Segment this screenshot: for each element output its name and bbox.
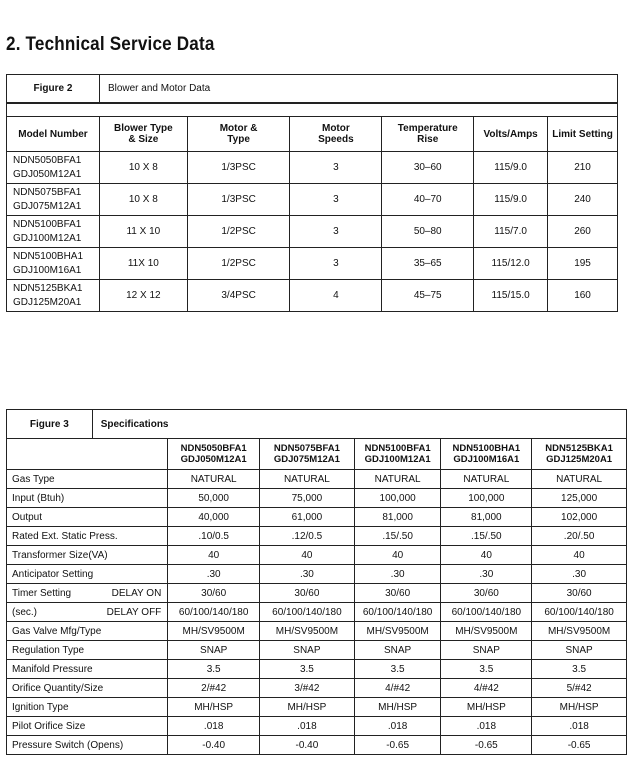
spec-label-cell bbox=[7, 641, 168, 660]
volts-cell: 115/12.0 bbox=[474, 248, 548, 280]
model-number-primary: NDN5075BFA1 bbox=[13, 186, 82, 198]
spec-value-cell: .018 bbox=[354, 717, 441, 736]
spec-value-cell: 100,000 bbox=[354, 489, 441, 508]
spec-label: Timer Setting bbox=[12, 587, 72, 599]
blower-motor-table bbox=[6, 74, 618, 312]
blower-cell: 10 X 8 bbox=[99, 152, 187, 184]
spec-value-cell: 60/100/140/180 bbox=[441, 603, 532, 622]
table-row bbox=[7, 717, 627, 736]
model-column-header bbox=[441, 439, 532, 470]
spec-value-cell: .018 bbox=[532, 717, 627, 736]
spec-value-cell: 40 bbox=[168, 546, 260, 565]
table-header-row bbox=[7, 439, 627, 470]
column-header: Model Number bbox=[7, 117, 100, 152]
spec-value-cell: 30/60 bbox=[532, 584, 627, 603]
spec-label: Ignition Type bbox=[12, 701, 69, 713]
spec-value-cell: .15/.50 bbox=[441, 527, 532, 546]
model-column-header bbox=[260, 439, 355, 470]
spec-value-cell: 60/100/140/180 bbox=[260, 603, 355, 622]
spec-label: Anticipator Setting bbox=[12, 568, 94, 580]
table-row bbox=[7, 184, 618, 216]
spec-value-cell: 81,000 bbox=[354, 508, 441, 527]
model-number-cell bbox=[7, 184, 100, 216]
temp-cell: 40–70 bbox=[382, 184, 474, 216]
spec-value-cell: 3/#42 bbox=[260, 679, 355, 698]
speeds-cell: 3 bbox=[290, 248, 382, 280]
motor-cell: 1/3PSC bbox=[187, 184, 290, 216]
spec-value-cell: NATURAL bbox=[441, 470, 532, 489]
model-number-secondary: GDJ100M12A1 bbox=[364, 454, 431, 465]
spec-label: Orifice Quantity/Size bbox=[12, 682, 104, 694]
spec-value-cell: 40 bbox=[354, 546, 441, 565]
spec-sub-label: DELAY ON bbox=[111, 587, 162, 599]
model-number-primary: NDN5125BKA1 bbox=[13, 282, 83, 294]
table-row bbox=[7, 622, 627, 641]
model-number-primary: NDN5050BFA1 bbox=[13, 154, 82, 166]
spec-value-cell: 81,000 bbox=[441, 508, 532, 527]
spec-label: Regulation Type bbox=[12, 644, 85, 656]
model-number-primary: NDN5050BFA1 bbox=[180, 443, 247, 454]
model-number-secondary: GDJ075M12A1 bbox=[273, 454, 340, 465]
spec-value-cell: 40,000 bbox=[168, 508, 260, 527]
spec-value-cell: .12/0.5 bbox=[260, 527, 355, 546]
spec-value-cell: MH/SV9500M bbox=[441, 622, 532, 641]
blower-cell: 11 X 10 bbox=[99, 216, 187, 248]
spec-label-cell bbox=[7, 489, 168, 508]
column-header: Volts/Amps bbox=[474, 117, 548, 152]
model-column-header bbox=[354, 439, 441, 470]
spec-value-cell: SNAP bbox=[354, 641, 441, 660]
spec-value-cell: 3.5 bbox=[441, 660, 532, 679]
table-row bbox=[7, 660, 627, 679]
spec-value-cell: .30 bbox=[168, 565, 260, 584]
spec-value-cell: MH/HSP bbox=[168, 698, 260, 717]
speeds-cell: 3 bbox=[290, 184, 382, 216]
temp-cell: 35–65 bbox=[382, 248, 474, 280]
motor-cell: 1/2PSC bbox=[187, 216, 290, 248]
spec-value-cell: 125,000 bbox=[532, 489, 627, 508]
spec-value-cell: MH/SV9500M bbox=[260, 622, 355, 641]
limit-cell: 240 bbox=[548, 184, 618, 216]
spec-value-cell: 30/60 bbox=[260, 584, 355, 603]
spec-label: Manifold Pressure bbox=[12, 663, 93, 675]
spec-value-cell: MH/HSP bbox=[532, 698, 627, 717]
volts-cell: 115/9.0 bbox=[474, 184, 548, 216]
spec-sub-label: DELAY OFF bbox=[106, 606, 162, 618]
spec-value-cell: -0.65 bbox=[354, 736, 441, 755]
spec-value-cell: MH/HSP bbox=[354, 698, 441, 717]
spec-value-cell: 4/#42 bbox=[441, 679, 532, 698]
figure-3-caption: Specifications bbox=[92, 410, 626, 439]
model-number-primary: NDN5100BFA1 bbox=[13, 218, 82, 230]
spec-label: Input (Btuh) bbox=[12, 492, 65, 504]
spec-value-cell: 102,000 bbox=[532, 508, 627, 527]
spec-value-cell: NATURAL bbox=[532, 470, 627, 489]
spec-value-cell: 50,000 bbox=[168, 489, 260, 508]
spec-value-cell: 2/#42 bbox=[168, 679, 260, 698]
motor-cell: 1/2PSC bbox=[187, 248, 290, 280]
spec-value-cell: SNAP bbox=[168, 641, 260, 660]
spec-value-cell: -0.40 bbox=[168, 736, 260, 755]
motor-cell: 1/3PSC bbox=[187, 152, 290, 184]
spec-label-cell bbox=[7, 736, 168, 755]
spec-value-cell: SNAP bbox=[532, 641, 627, 660]
table-row bbox=[7, 527, 627, 546]
table-row bbox=[7, 508, 627, 527]
spec-label-cell bbox=[7, 622, 168, 641]
spec-label: Transformer Size(VA) bbox=[12, 549, 108, 561]
spec-label: Rated Ext. Static Press. bbox=[12, 530, 118, 542]
figure-3-label: Figure 3 bbox=[7, 410, 93, 439]
model-number-cell bbox=[7, 248, 100, 280]
spec-value-cell: .018 bbox=[260, 717, 355, 736]
model-number-primary: NDN5125BKA1 bbox=[545, 443, 613, 454]
spec-value-cell: SNAP bbox=[260, 641, 355, 660]
column-header: Motor Speeds bbox=[290, 117, 382, 152]
spec-value-cell: MH/HSP bbox=[260, 698, 355, 717]
model-number-secondary: GDJ100M12A1 bbox=[13, 232, 82, 244]
spec-value-cell: 5/#42 bbox=[532, 679, 627, 698]
spec-value-cell: MH/SV9500M bbox=[354, 622, 441, 641]
table-row bbox=[7, 603, 627, 622]
model-number-cell bbox=[7, 280, 100, 312]
spec-value-cell: MH/SV9500M bbox=[168, 622, 260, 641]
spec-value-cell: .20/.50 bbox=[532, 527, 627, 546]
model-number-primary: NDN5100BFA1 bbox=[364, 443, 431, 454]
spec-value-cell: NATURAL bbox=[354, 470, 441, 489]
table-row bbox=[7, 698, 627, 717]
model-column-header bbox=[168, 439, 260, 470]
spec-value-cell: 3.5 bbox=[260, 660, 355, 679]
spec-value-cell: 40 bbox=[532, 546, 627, 565]
spec-value-cell: .10/0.5 bbox=[168, 527, 260, 546]
column-header: Temperature Rise bbox=[382, 117, 474, 152]
volts-cell: 115/7.0 bbox=[474, 216, 548, 248]
spec-value-cell: 60/100/140/180 bbox=[168, 603, 260, 622]
blower-cell: 11X 10 bbox=[99, 248, 187, 280]
spec-value-cell: -0.65 bbox=[532, 736, 627, 755]
blower-cell: 12 X 12 bbox=[99, 280, 187, 312]
volts-cell: 115/9.0 bbox=[474, 152, 548, 184]
spec-value-cell: .018 bbox=[441, 717, 532, 736]
model-column-header bbox=[532, 439, 627, 470]
spec-value-cell: SNAP bbox=[441, 641, 532, 660]
volts-cell: 115/15.0 bbox=[474, 280, 548, 312]
table-row bbox=[7, 216, 618, 248]
table-row bbox=[7, 565, 627, 584]
model-number-cell bbox=[7, 216, 100, 248]
spec-value-cell: 60/100/140/180 bbox=[532, 603, 627, 622]
speeds-cell: 3 bbox=[290, 152, 382, 184]
table-header-row bbox=[7, 117, 618, 152]
spec-value-cell: .30 bbox=[354, 565, 441, 584]
motor-cell: 3/4PSC bbox=[187, 280, 290, 312]
temp-cell: 30–60 bbox=[382, 152, 474, 184]
spec-value-cell: 40 bbox=[441, 546, 532, 565]
spec-label-cell bbox=[7, 660, 168, 679]
spec-label-cell bbox=[7, 508, 168, 527]
spec-label: Pressure Switch (Opens) bbox=[12, 739, 124, 751]
spec-value-cell: .30 bbox=[260, 565, 355, 584]
limit-cell: 210 bbox=[548, 152, 618, 184]
speeds-cell: 4 bbox=[290, 280, 382, 312]
spec-label-cell bbox=[7, 470, 168, 489]
spec-label-cell bbox=[7, 698, 168, 717]
temp-cell: 50–80 bbox=[382, 216, 474, 248]
column-header: Limit Setting bbox=[548, 117, 618, 152]
spec-value-cell: .30 bbox=[532, 565, 627, 584]
model-number-primary: NDN5075BFA1 bbox=[273, 443, 340, 454]
table-row bbox=[7, 584, 627, 603]
model-number-secondary: GDJ100M16A1 bbox=[13, 264, 82, 276]
table-row bbox=[7, 248, 618, 280]
spec-value-cell: 40 bbox=[260, 546, 355, 565]
table-row bbox=[7, 641, 627, 660]
spec-value-cell: NATURAL bbox=[168, 470, 260, 489]
spec-label: Gas Valve Mfg/Type bbox=[12, 625, 102, 637]
model-number-primary: NDN5100BHA1 bbox=[452, 443, 521, 454]
table-row bbox=[7, 470, 627, 489]
spec-value-cell: .018 bbox=[168, 717, 260, 736]
model-number-secondary: GDJ100M16A1 bbox=[453, 454, 520, 465]
specifications-table bbox=[6, 409, 627, 755]
model-number-secondary: GDJ075M12A1 bbox=[13, 200, 82, 212]
table-row bbox=[7, 280, 618, 312]
spec-value-cell: 3.5 bbox=[354, 660, 441, 679]
limit-cell: 195 bbox=[548, 248, 618, 280]
spec-label: (sec.) bbox=[12, 606, 37, 618]
spec-value-cell: -0.65 bbox=[441, 736, 532, 755]
table-row bbox=[7, 679, 627, 698]
spec-label-cell bbox=[7, 603, 168, 622]
spec-value-cell: 30/60 bbox=[354, 584, 441, 603]
spec-value-cell: 4/#42 bbox=[354, 679, 441, 698]
table-row bbox=[7, 489, 627, 508]
model-number-primary: NDN5100BHA1 bbox=[13, 250, 84, 262]
model-number-secondary: GDJ050M12A1 bbox=[180, 454, 247, 465]
spec-label-cell bbox=[7, 565, 168, 584]
table-row bbox=[7, 546, 627, 565]
spec-value-cell: MH/HSP bbox=[441, 698, 532, 717]
spec-label-cell bbox=[7, 584, 168, 603]
spec-value-cell: 60/100/140/180 bbox=[354, 603, 441, 622]
spec-label-cell bbox=[7, 546, 168, 565]
model-number-cell bbox=[7, 152, 100, 184]
spec-label-cell bbox=[7, 527, 168, 546]
spec-value-cell: 61,000 bbox=[260, 508, 355, 527]
figure-2-caption: Blower and Motor Data bbox=[99, 75, 617, 104]
spec-value-cell: 100,000 bbox=[441, 489, 532, 508]
spec-value-cell: .30 bbox=[441, 565, 532, 584]
spec-value-cell: 3.5 bbox=[532, 660, 627, 679]
spec-value-cell: 30/60 bbox=[168, 584, 260, 603]
limit-cell: 160 bbox=[548, 280, 618, 312]
spec-label-cell bbox=[7, 717, 168, 736]
section-title: 2. Technical Service Data bbox=[6, 34, 215, 55]
spec-value-cell: .15/.50 bbox=[354, 527, 441, 546]
spec-label: Gas Type bbox=[12, 473, 55, 485]
spec-value-cell: NATURAL bbox=[260, 470, 355, 489]
blower-cell: 10 X 8 bbox=[99, 184, 187, 216]
model-number-secondary: GDJ050M12A1 bbox=[13, 168, 82, 180]
temp-cell: 45–75 bbox=[382, 280, 474, 312]
spec-value-cell: 30/60 bbox=[441, 584, 532, 603]
model-number-secondary: GDJ125M20A1 bbox=[546, 454, 613, 465]
column-header: Motor & Type bbox=[187, 117, 290, 152]
spec-value-cell: 75,000 bbox=[260, 489, 355, 508]
spec-label-cell bbox=[7, 679, 168, 698]
table-row bbox=[7, 736, 627, 755]
spec-value-cell: MH/SV9500M bbox=[532, 622, 627, 641]
speeds-cell: 3 bbox=[290, 216, 382, 248]
spec-value-cell: 3.5 bbox=[168, 660, 260, 679]
spec-label: Pilot Orifice Size bbox=[12, 720, 86, 732]
model-number-secondary: GDJ125M20A1 bbox=[13, 296, 82, 308]
header-blank-cell bbox=[7, 439, 168, 470]
table-row bbox=[7, 152, 618, 184]
limit-cell: 260 bbox=[548, 216, 618, 248]
figure-2-label: Figure 2 bbox=[7, 75, 100, 104]
spec-label: Output bbox=[12, 511, 43, 523]
spec-value-cell: -0.40 bbox=[260, 736, 355, 755]
column-header: Blower Type & Size bbox=[99, 117, 187, 152]
